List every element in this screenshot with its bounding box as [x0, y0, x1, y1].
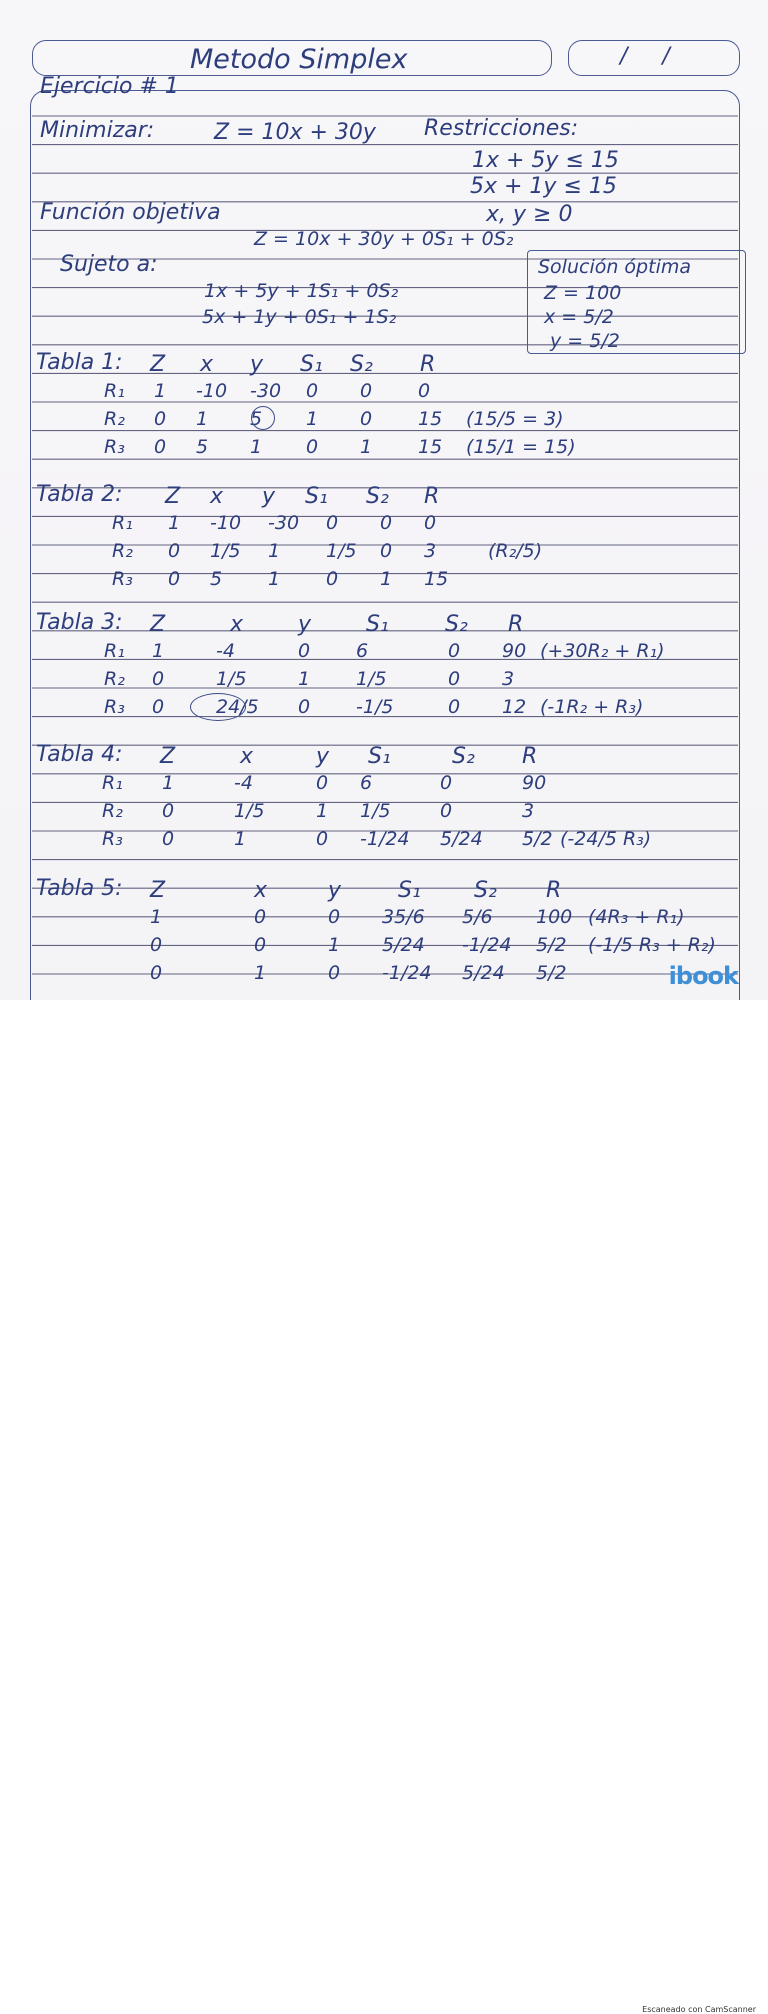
table-cell: 6: [360, 772, 373, 794]
table-cell: 0: [380, 540, 393, 562]
table-cell: 0: [380, 512, 393, 534]
exercise-label: Ejercicio # 1: [40, 74, 179, 99]
table-header-cell: Z: [150, 878, 166, 903]
table-cell: 0: [298, 696, 311, 718]
table-header-cell: y: [262, 484, 276, 509]
table-cell: 0: [254, 906, 267, 928]
table-cell: 15: [418, 436, 443, 458]
table-header-cell: R: [508, 612, 524, 637]
table-header-cell: y: [328, 878, 342, 903]
table-header-cell: R: [424, 484, 440, 509]
table-header-cell: y: [298, 612, 312, 637]
table-header-cell: R: [420, 352, 436, 377]
table-cell: -1/24: [360, 828, 410, 850]
table-header-cell: S₂: [445, 612, 468, 637]
table-cell: 5/24: [440, 828, 483, 850]
table-cell: -1/24: [462, 934, 512, 956]
function-expression: Z = 10x + 30y + 0S₁ + 0S₂: [254, 228, 514, 250]
table-cell: 1/5: [210, 540, 241, 562]
table-cell: -1/5: [356, 696, 394, 718]
table-header-cell: S₂: [452, 744, 475, 769]
table-label: Tabla 5:: [36, 876, 123, 901]
table-header-cell: y: [316, 744, 330, 769]
subject-label: Sujeto a:: [60, 252, 158, 277]
table-header-cell: x: [254, 878, 268, 903]
table-header-cell: y: [250, 352, 264, 377]
table-cell: 1: [268, 540, 281, 562]
row-name: R₁: [104, 380, 125, 402]
table-cell: 0: [162, 828, 175, 850]
table-cell: 1/5: [356, 668, 387, 690]
table-cell: 0: [168, 568, 181, 590]
table-cell: 1: [162, 772, 175, 794]
table-cell: 15: [418, 408, 443, 430]
table-cell: 5/24: [382, 934, 425, 956]
table-cell: 1/5: [216, 668, 247, 690]
table-cell: 0: [254, 934, 267, 956]
table-cell: 1: [268, 568, 281, 590]
table-label: Tabla 1:: [36, 350, 123, 375]
constraints-label: Restricciones:: [424, 116, 579, 141]
table-cell: 0: [424, 512, 437, 534]
solution-label: Solución óptima: [538, 256, 692, 278]
table-header-cell: S₁: [305, 484, 328, 509]
table-cell: 1/5: [326, 540, 357, 562]
row-operation-note: (4R₃ + R₁): [588, 906, 685, 928]
table-cell: 0: [152, 668, 165, 690]
row-name: R₁: [112, 512, 133, 534]
table-cell: 1: [150, 906, 163, 928]
table-cell: 15: [424, 568, 449, 590]
table-cell: 0: [316, 828, 329, 850]
table-cell: 1: [360, 436, 373, 458]
table-header-cell: S₂: [350, 352, 373, 377]
table-cell: -10: [210, 512, 242, 534]
row-name: R₂: [104, 408, 125, 430]
solution-x: x = 5/2: [544, 306, 614, 328]
table-header-cell: S₂: [366, 484, 389, 509]
function-label: Función objetiva: [40, 200, 221, 225]
table-cell: 0: [306, 380, 319, 402]
pivot-circle-table-1: [251, 406, 275, 430]
table-cell: -30: [250, 380, 282, 402]
row-name: R₂: [102, 800, 123, 822]
subject-equation-2: 5x + 1y + 0S₁ + 1S₂: [202, 306, 397, 328]
table-cell: 12: [502, 696, 527, 718]
table-cell: 0: [448, 640, 461, 662]
row-operation-note: (+30R₂ + R₁): [540, 640, 665, 662]
table-header-cell: R: [522, 744, 538, 769]
table-cell: 3: [502, 668, 515, 690]
row-name: R₃: [102, 828, 123, 850]
table-header-cell: x: [240, 744, 254, 769]
row-name: R₂: [112, 540, 133, 562]
table-cell: 0: [448, 696, 461, 718]
table-header-cell: S₁: [368, 744, 391, 769]
table-cell: 5: [196, 436, 209, 458]
table-cell: 5/24: [462, 962, 505, 984]
table-header-cell: R: [546, 878, 562, 903]
table-cell: 0: [150, 934, 163, 956]
table-cell: 0: [162, 800, 175, 822]
row-name: R₁: [102, 772, 123, 794]
scanner-watermark: Escaneado con CamScanner: [642, 2005, 756, 2014]
row-operation-note: (15/1 = 15): [466, 436, 576, 458]
table-cell: 0: [418, 380, 431, 402]
table-cell: 5: [250, 408, 263, 430]
table-cell: 0: [154, 408, 167, 430]
table-cell: 0: [328, 962, 341, 984]
table-cell: 1/5: [360, 800, 391, 822]
table-cell: 1: [168, 512, 181, 534]
table-header-cell: Z: [150, 612, 166, 637]
solution-z: Z = 100: [544, 282, 622, 304]
table-cell: -1/24: [382, 962, 432, 984]
constraint-1: 1x + 5y ≤ 15: [472, 148, 619, 173]
row-operation-note: (-1R₂ + R₃): [540, 696, 644, 718]
table-cell: 1: [152, 640, 165, 662]
table-cell: 35/6: [382, 906, 425, 928]
table-cell: 0: [328, 906, 341, 928]
ibook-logo: ibook: [668, 962, 738, 990]
table-cell: 1: [306, 408, 319, 430]
objective-label: Minimizar:: [40, 118, 155, 143]
table-header-cell: S₁: [366, 612, 389, 637]
constraint-2: 5x + 1y ≤ 15: [470, 174, 617, 199]
row-operation-note: (15/5 = 3): [466, 408, 564, 430]
table-cell: 0: [448, 668, 461, 690]
table-cell: 5/2: [536, 934, 567, 956]
page-title: Metodo Simplex: [190, 44, 408, 75]
table-label: Tabla 2:: [36, 482, 123, 507]
table-cell: 1: [254, 962, 267, 984]
table-cell: 0: [154, 436, 167, 458]
table-header-cell: x: [200, 352, 214, 377]
table-cell: 1: [154, 380, 167, 402]
table-cell: 1: [234, 828, 247, 850]
table-cell: 1: [380, 568, 393, 590]
table-label: Tabla 4:: [36, 742, 123, 767]
table-header-cell: x: [230, 612, 244, 637]
table-cell: 24/5: [216, 696, 259, 718]
table-cell: 3: [522, 800, 535, 822]
table-header-cell: Z: [150, 352, 166, 377]
table-cell: 0: [326, 512, 339, 534]
table-cell: -4: [216, 640, 235, 662]
table-cell: 5/6: [462, 906, 493, 928]
table-cell: 5: [210, 568, 223, 590]
table-cell: 1: [298, 668, 311, 690]
table-cell: 0: [298, 640, 311, 662]
table-header-cell: S₂: [474, 878, 497, 903]
table-cell: 0: [316, 772, 329, 794]
table-header-cell: Z: [160, 744, 176, 769]
objective-expression: Z = 10x + 30y: [214, 120, 376, 145]
table-cell: -10: [196, 380, 228, 402]
table-cell: 0: [150, 962, 163, 984]
table-cell: 1: [250, 436, 263, 458]
row-name: R₃: [104, 696, 125, 718]
table-header-cell: x: [210, 484, 224, 509]
table-label: Tabla 3:: [36, 610, 123, 635]
row-operation-note: (-1/5 R₃ + R₂): [588, 934, 716, 956]
row-operation-note: (-24/5 R₃): [560, 828, 652, 850]
table-cell: 0: [360, 380, 373, 402]
table-cell: 1: [316, 800, 329, 822]
table-header-cell: Z: [165, 484, 181, 509]
table-cell: 3: [424, 540, 437, 562]
date-slashes: / /: [620, 44, 670, 69]
table-header-cell: S₁: [300, 352, 323, 377]
table-cell: 90: [522, 772, 547, 794]
row-name: R₃: [104, 436, 125, 458]
solution-y: y = 5/2: [550, 330, 620, 352]
pivot-circle-table-3: [190, 693, 246, 721]
table-cell: 5/2: [522, 828, 553, 850]
constraint-3: x, y ≥ 0: [486, 202, 573, 227]
table-cell: 1/5: [234, 800, 265, 822]
row-name: R₁: [104, 640, 125, 662]
table-header-cell: S₁: [398, 878, 421, 903]
table-cell: 0: [440, 800, 453, 822]
table-cell: 0: [152, 696, 165, 718]
table-cell: 1: [196, 408, 209, 430]
table-cell: 5/2: [536, 962, 567, 984]
row-operation-note: (R₂/5): [488, 540, 543, 562]
scan-footer: [0, 1000, 768, 2014]
table-cell: 0: [360, 408, 373, 430]
table-cell: 0: [168, 540, 181, 562]
table-cell: 6: [356, 640, 369, 662]
row-name: R₂: [104, 668, 125, 690]
table-cell: 0: [440, 772, 453, 794]
table-cell: -4: [234, 772, 253, 794]
subject-equation-1: 1x + 5y + 1S₁ + 0S₂: [204, 280, 399, 302]
table-cell: -30: [268, 512, 300, 534]
table-cell: 1: [328, 934, 341, 956]
table-cell: 100: [536, 906, 573, 928]
table-cell: 0: [306, 436, 319, 458]
row-name: R₃: [112, 568, 133, 590]
table-cell: 0: [326, 568, 339, 590]
table-cell: 90: [502, 640, 527, 662]
